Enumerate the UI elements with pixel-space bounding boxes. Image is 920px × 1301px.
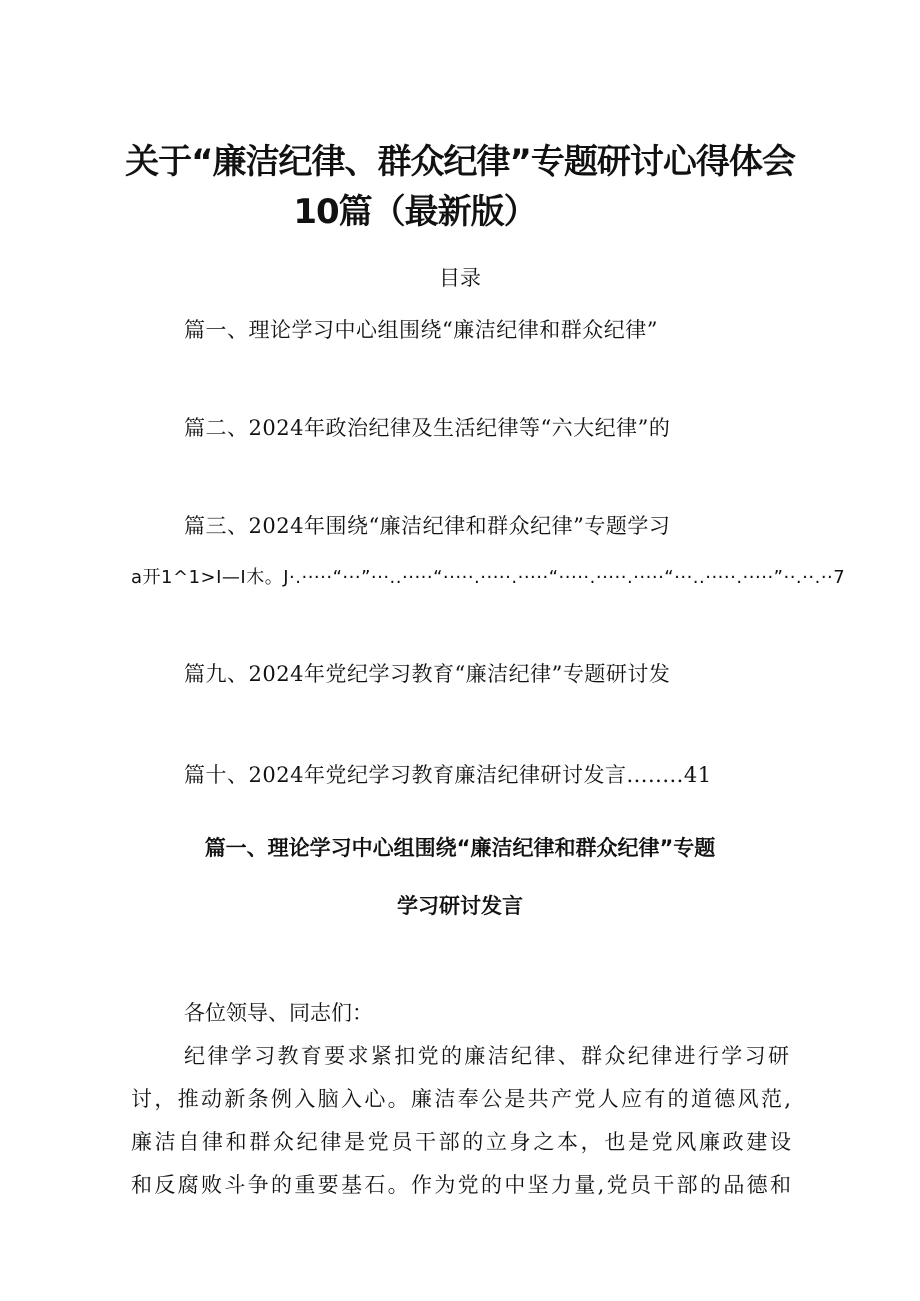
toc-item-3[interactable]: 篇三、2024年围绕“廉洁纪律和群众纪律”专题学习 [184, 514, 671, 538]
toc-item-10[interactable]: 篇十、2024年党纪学习教育廉洁纪律研讨发言........41 [184, 763, 712, 787]
body-paragraph-line: 纪律学习教育要求紧扣党的廉洁纪律、群众纪律进行学习研 [184, 1044, 789, 1068]
body-paragraph-line: 廉洁自律和群众纪律是党员干部的立身之本，也是党风廉政建设 [131, 1130, 791, 1154]
document-title-line1: 关于“廉洁纪律、群众纪律”专题研讨心得体会 [125, 142, 795, 182]
body-paragraph-line: 讨，推动新条例入脑入心。廉洁奉公是共产党人应有的道德风范, [131, 1087, 791, 1111]
toc-item-3-continuation[interactable]: a开1^1>I—I木。J·.·····“···”···..·····“·····.·····.·····“·····.·····.·····“···..·····.·····”··.··.··7 [131, 567, 846, 588]
section-heading-line2: 学习研讨发言 [397, 894, 523, 918]
body-paragraph-line: 和反腐败斗争的重要基石。作为党的中坚力量,党员干部的品德和 [131, 1173, 791, 1197]
toc-item-2[interactable]: 篇二、2024年政治纪律及生活纪律等“六大纪律”的 [184, 416, 671, 440]
toc-item-1[interactable]: 篇一、理论学习中心组围绕“廉洁纪律和群众纪律” [184, 318, 658, 342]
section-heading-line1: 篇一、理论学习中心组围绕“廉洁纪律和群众纪律”专题 [204, 836, 716, 860]
toc-heading: 目录 [439, 266, 481, 290]
document-title-line2: 10篇（最新版） [293, 192, 537, 232]
salutation: 各位领导、同志们： [184, 1001, 373, 1025]
toc-item-9[interactable]: 篇九、2024年党纪学习教育“廉洁纪律”专题研讨发 [184, 662, 671, 686]
